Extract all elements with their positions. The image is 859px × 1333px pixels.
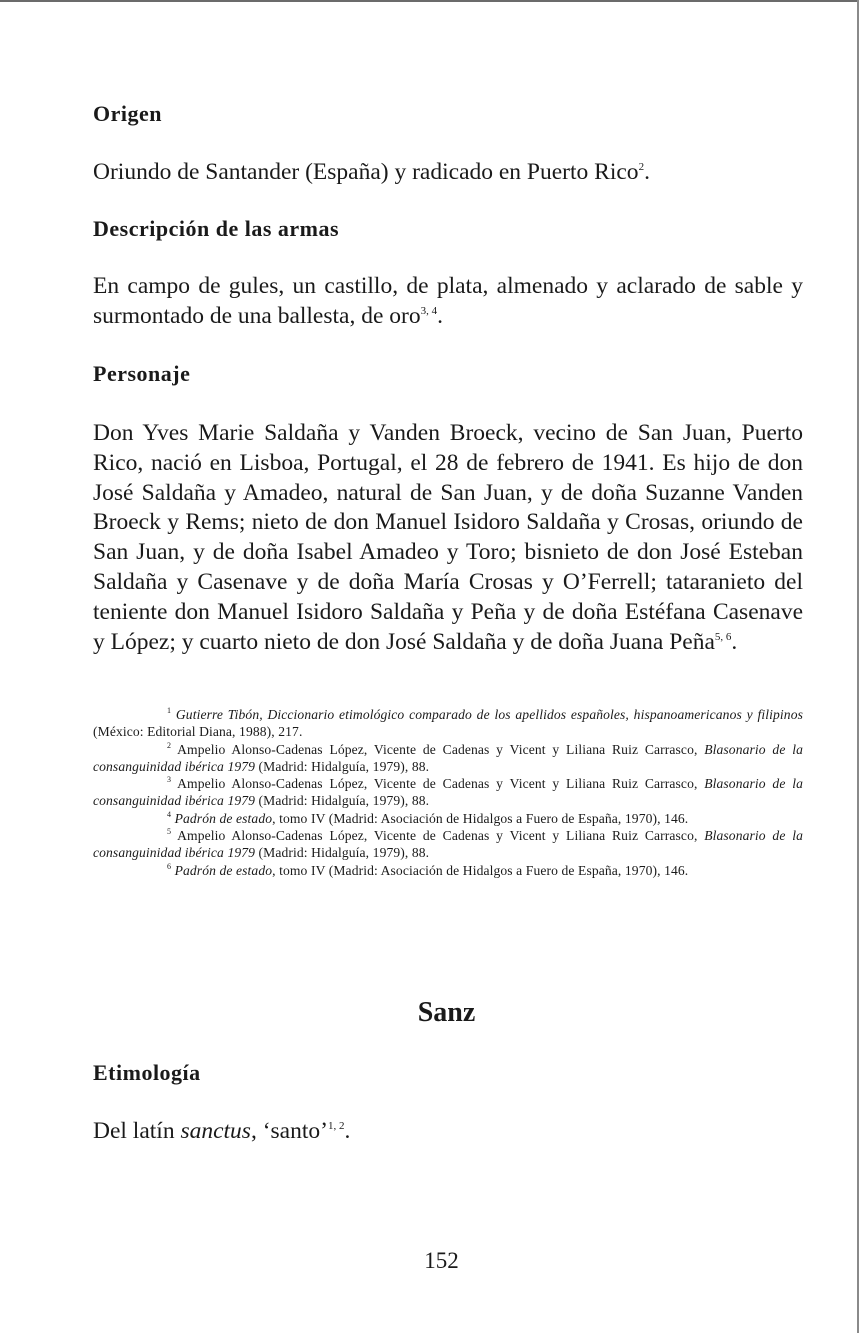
descripcion-text: En campo de gules, un castillo, de plata, almenado y aclarado de sable y surmontado de una ballesta, de oro (93, 273, 803, 329)
heading-personaje: Personaje (93, 361, 191, 386)
page-number: 152 (424, 1248, 459, 1273)
etimologia-paragraph: Del latín sanctus, ‘santo’$^{1, 2}$. (93, 1118, 351, 1144)
footnote-3: $^3$ Ampelio Alonso-Cadenas López, Vicente de Cadenas y Vicent y Liliana Ruiz Carrasco, Blasonario de la consanguinidad ibérica 1979 (Madrid: Hidalguía, 1979), 88. (93, 775, 803, 809)
personaje-text: Don Yves Marie Saldaña y Vanden Broeck, vecino de San Juan, Puerto Rico, nació en Lisboa, Portugal, el 28 de febrero de 1941. Es hijo de don José Saldaña y Amadeo, natural de San Juan, y de doña Suzanne Vanden Broeck y Rems; nieto de don Manuel Isidoro Saldaña y Crosas, oriundo de San Juan, y de doña Isabel Amadeo y Toro; bisnieto de don José Esteban Saldaña y Casenave y de doña María Crosas y O’Ferrell; tataranieto del teniente don Manuel Isidoro Saldaña y Peña y de doña Estéfana Casenave y López; y cuarto nieto de don José Saldaña y de doña Juana Peña (93, 420, 803, 655)
footnote-ref: 1, 2 (327, 1120, 345, 1132)
descripcion-paragraph: En campo de gules, un castillo, de plata, almenado y aclarado de sable y surmontado de una ballesta, de oro$^{3, 4}$. (93, 273, 803, 329)
footnote-1: $^1$ Gutierre Tibón, Diccionario etimológico comparado de los apellidos españoles, hispanoamericanos y filipinos (México: Editorial Diana, 1988), 217. (93, 706, 803, 740)
footnote-2: $^2$ Ampelio Alonso-Cadenas López, Vicente de Cadenas y Vicent y Liliana Ruiz Carrasco, Blasonario de la consanguinidad ibérica 1979 (Madrid: Hidalguía, 1979), 88. (93, 740, 803, 774)
origen-paragraph: Oriundo de Santander (España) y radicado en Puerto Rico$^2$. (93, 159, 650, 185)
personaje-paragraph: Don Yves Marie Saldaña y Vanden Broeck, vecino de San Juan, Puerto Rico, nació en Lisboa, Portugal, el 28 de febrero de 1941. Es hijo de don José Saldaña y Amadeo, natural de San Juan, y de doña Suzanne Vanden Broeck y Rems; nieto de don Manuel Isidoro Saldaña y Crosas, oriundo de San Juan, y de doña Isabel Amadeo y Toro; bisnieto de don José Esteban Saldaña y Casenave y de doña María Crosas y O’Ferrell; tataranieto del teniente don Manuel Isidoro Saldaña y Peña y de doña Estéfana Casenave y López; y cuarto nieto de don José Saldaña y de doña Juana Peña$^{5, 6}$. (93, 420, 803, 655)
origen-text: Oriundo de Santander (España) y radicado en Puerto Rico (93, 159, 639, 185)
heading-descripcion: Descripción de las armas (93, 216, 340, 241)
heading-origen: Origen (93, 101, 162, 126)
footnote-ref: 5, 6 (714, 630, 732, 643)
footnote-4: $^4$ Padrón de estado, tomo IV (Madrid: Asociación de Hidalgos a Fuero de España, 1970), 146. (167, 809, 689, 826)
footnote-6: $^6$ Padrón de estado, tomo IV (Madrid: Asociación de Hidalgos a Fuero de España, 1970), 146. (167, 861, 689, 878)
footnotes (93, 706, 803, 879)
heading-etimologia: Etimología (93, 1060, 201, 1085)
latin-word: sanctus (180, 1118, 251, 1144)
footnote-5: $^5$ Ampelio Alonso-Cadenas López, Vicente de Cadenas y Vicent y Liliana Ruiz Carrasco, Blasonario de la consanguinidad ibérica 1979 (Madrid: Hidalguía, 1979), 88. (93, 827, 803, 861)
page-top-edge (0, 0, 859, 2)
footnote-ref: 3, 4 (420, 304, 438, 317)
section-title: Sanz (417, 997, 476, 1028)
footnote-ref: 2 (638, 161, 645, 173)
